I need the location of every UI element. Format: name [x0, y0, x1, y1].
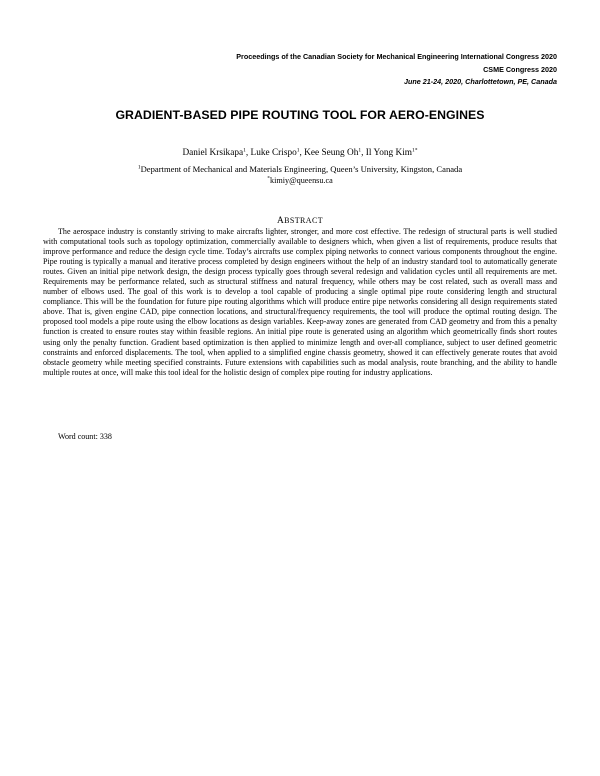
email-text: kimiy@queensu.ca — [269, 176, 333, 185]
author-affiliation — [0, 164, 600, 174]
proceedings-header — [236, 51, 557, 89]
author-separator: , — [361, 148, 366, 158]
abstract-heading-rest: BSTRACT — [284, 216, 323, 225]
author-name: Luke Crispo — [250, 148, 297, 158]
corresponding-mark: * — [267, 175, 270, 182]
word-count: Word count: 338 — [58, 432, 112, 441]
author-affiliation-mark: 1 — [358, 147, 362, 154]
congress-name: CSME Congress 2020 — [483, 64, 557, 74]
proceedings-name: Proceedings of the Canadian Society for Mechanical Engineering International Congress 2020 — [236, 52, 557, 61]
author-affiliation-mark: 1* — [412, 147, 418, 154]
abstract-heading-initial: A — [277, 216, 285, 226]
author-affiliation-mark: 1 — [296, 147, 300, 154]
congress-dates-location: June 21-24, 2020, Charlottetown, PE, Canada — [404, 77, 557, 86]
author-separator: , — [245, 148, 251, 158]
affiliation-text: Department of Mechanical and Materials Engineering, Queen’s University, Kingston, Canada — [140, 164, 463, 174]
abstract-body: The aerospace industry is constantly striving to make aircrafts lighter, stronger, and more cost effective. The redesign of structural parts is well studied with computational tools such as topology optimization, commercially available to designers which, when given a list of requirements, produce results that improve performance and reduce the design cycle time. Today’s aircrafts use complex piping networks to connect various components throughout the engine. Pipe routing is typically a manual and iterative process completed by design engineers without the help of an industry standard tool to automatically generate routes. Given an initial pipe network design, the design process typically goes through several redesign and validation cycles until all requirements are met. Requirements may be performance related, such as structural stiffness and natural frequency, while others may be cost related, such as overall mass and number of elbows used. The goal of this work is to develop a tool capable of producing a single optimal pipe route considering length and structural compliance. This will be the foundation for future pipe routing algorithms which will produce entire pipe networks considering all design requirements stated above. That is, given engine CAD, pipe connection locations, and structural/frequency requirements, the tool will produce the optimal routing design. The proposed tool models a pipe route using the elbow locations as design variables. Keep-away zones are generated from CAD geometry and from this a penalty function is created to ensure routes stay within feasible regions. An initial pipe route is generated using an algorithm which geometrically finds short routes using only the penalty function. Gradient based optimization is then applied to minimize length and over-all compliance, subject to user defined geometric constraints and enforced displacements. The tool, when applied to a simplified engine chassis geometry, showed it can effectively generate routes that avoid obstacle geometry while meeting specified constraints. Future extensions with capabilities such as modal analysis, route branching, and the ability to handle multiple routes at once, will make this tool ideal for the holistic design of complex pipe routing for industry applications. — [43, 227, 557, 377]
abstract-heading — [0, 216, 600, 226]
affiliation-mark: 1 — [137, 164, 141, 171]
author-name: Daniel Krsikapa — [182, 148, 244, 158]
author-name: Kee Seung Oh — [304, 148, 359, 158]
author-affiliation-mark: 1 — [243, 147, 246, 154]
author-list — [0, 148, 600, 158]
paper-title: GRADIENT-BASED PIPE ROUTING TOOL FOR AERO-ENGINES — [115, 108, 485, 122]
author-name: Il Yong Kim — [365, 148, 413, 158]
corresponding-email — [0, 176, 600, 185]
author-separator: , — [299, 148, 305, 158]
